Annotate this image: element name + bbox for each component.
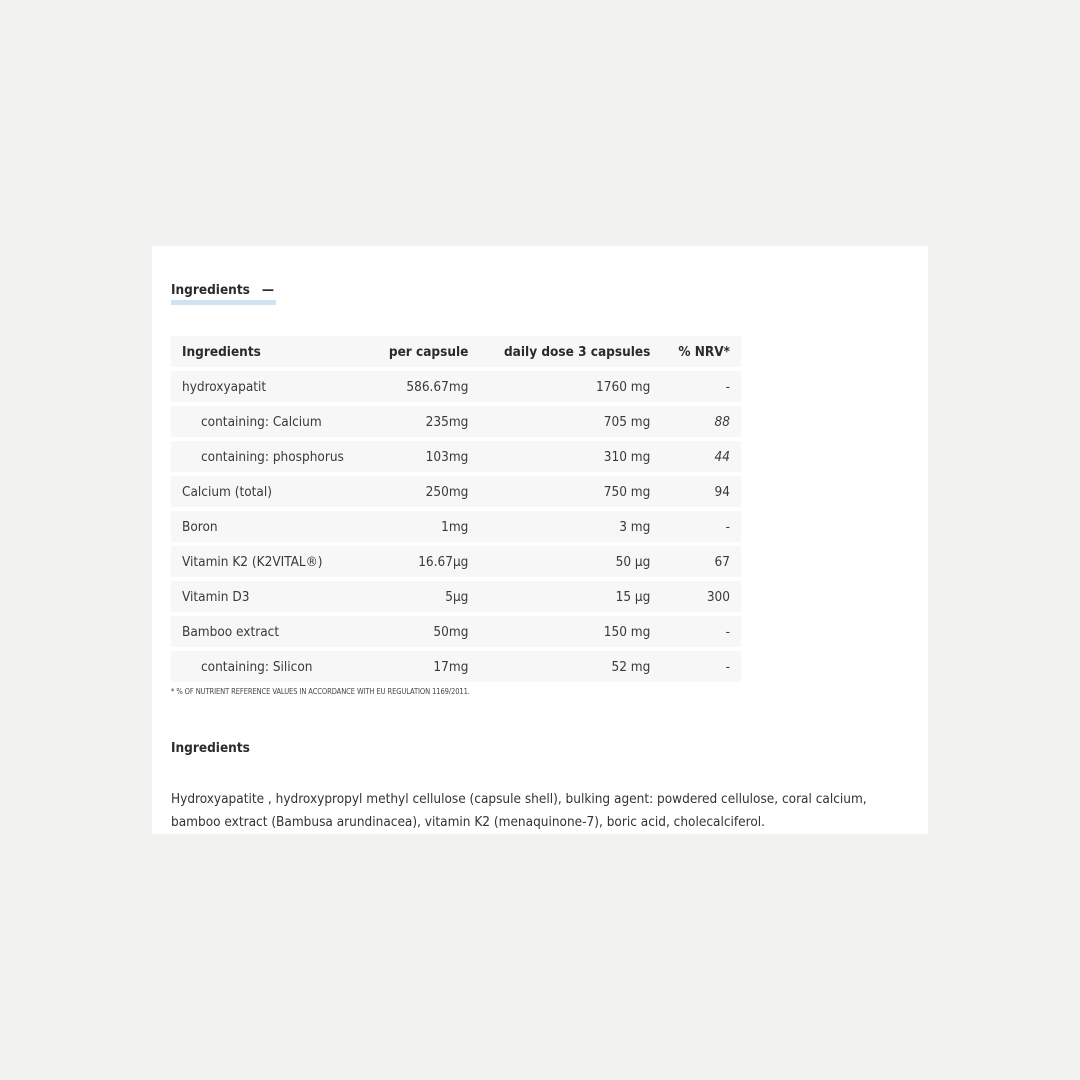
ingredients-accordion-toggle[interactable]	[171, 282, 276, 305]
cell-nrv: 94	[661, 476, 741, 507]
header-per-capsule: per capsule	[370, 336, 480, 367]
table-row	[171, 581, 741, 612]
cell-daily-dose: 750 mg	[479, 476, 661, 507]
table-row	[171, 616, 741, 647]
ingredients-heading: Ingredients	[171, 740, 250, 756]
cell-ingredient: Vitamin K2 (K2VITAL®)	[171, 546, 370, 577]
table-header-row	[171, 336, 741, 367]
header-ingredients: Ingredients	[171, 336, 370, 367]
table-row	[171, 476, 741, 507]
cell-nrv: -	[661, 511, 741, 542]
table-row	[171, 406, 741, 437]
cell-ingredient: hydroxyapatit	[171, 371, 370, 402]
table-row	[171, 371, 741, 402]
collapse-icon[interactable]: —	[261, 282, 275, 298]
table-row	[171, 511, 741, 542]
cell-daily-dose: 3 mg	[479, 511, 661, 542]
nrv-footnote: * % OF NUTRIENT REFERENCE VALUES IN ACCORDANCE WITH EU REGULATION 1169/2011.	[171, 687, 470, 696]
cell-per-capsule: 5µg	[370, 581, 480, 612]
cell-nrv: 300	[661, 581, 741, 612]
cell-daily-dose: 15 µg	[479, 581, 661, 612]
table-row	[171, 651, 741, 682]
table-row	[171, 546, 741, 577]
cell-per-capsule: 586.67mg	[370, 371, 480, 402]
header-daily-dose: daily dose 3 capsules	[479, 336, 661, 367]
cell-ingredient: Calcium (total)	[171, 476, 370, 507]
cell-daily-dose: 1760 mg	[479, 371, 661, 402]
cell-ingredient: containing: Calcium	[171, 406, 370, 437]
cell-per-capsule: 103mg	[370, 441, 480, 472]
cell-nrv: -	[661, 651, 741, 682]
cell-daily-dose: 150 mg	[479, 616, 661, 647]
cell-per-capsule: 16.67µg	[370, 546, 480, 577]
cell-per-capsule: 50mg	[370, 616, 480, 647]
ingredients-text: Hydroxyapatite , hydroxypropyl methyl cellulose (capsule shell), bulking agent: powdered cellulose, coral calcium, bamboo extract (Bambusa arundinacea), vitamin K2 (menaquinone-7), boric acid, cholecalciferol.	[171, 788, 911, 834]
accordion-title: Ingredients	[171, 282, 250, 298]
cell-per-capsule: 1mg	[370, 511, 480, 542]
cell-nrv: 67	[661, 546, 741, 577]
ingredients-panel	[152, 246, 928, 834]
cell-nrv: -	[661, 616, 741, 647]
cell-daily-dose: 50 µg	[479, 546, 661, 577]
cell-per-capsule: 17mg	[370, 651, 480, 682]
cell-daily-dose: 705 mg	[479, 406, 661, 437]
cell-daily-dose: 52 mg	[479, 651, 661, 682]
cell-nrv: 88	[661, 406, 741, 437]
nutrition-table	[171, 332, 741, 686]
cell-ingredient: containing: Silicon	[171, 651, 370, 682]
table-row	[171, 441, 741, 472]
cell-daily-dose: 310 mg	[479, 441, 661, 472]
cell-ingredient: containing: phosphorus	[171, 441, 370, 472]
header-nrv: % NRV*	[661, 336, 741, 367]
cell-ingredient: Boron	[171, 511, 370, 542]
cell-nrv: -	[661, 371, 741, 402]
cell-ingredient: Bamboo extract	[171, 616, 370, 647]
cell-per-capsule: 235mg	[370, 406, 480, 437]
cell-nrv: 44	[661, 441, 741, 472]
cell-per-capsule: 250mg	[370, 476, 480, 507]
cell-ingredient: Vitamin D3	[171, 581, 370, 612]
